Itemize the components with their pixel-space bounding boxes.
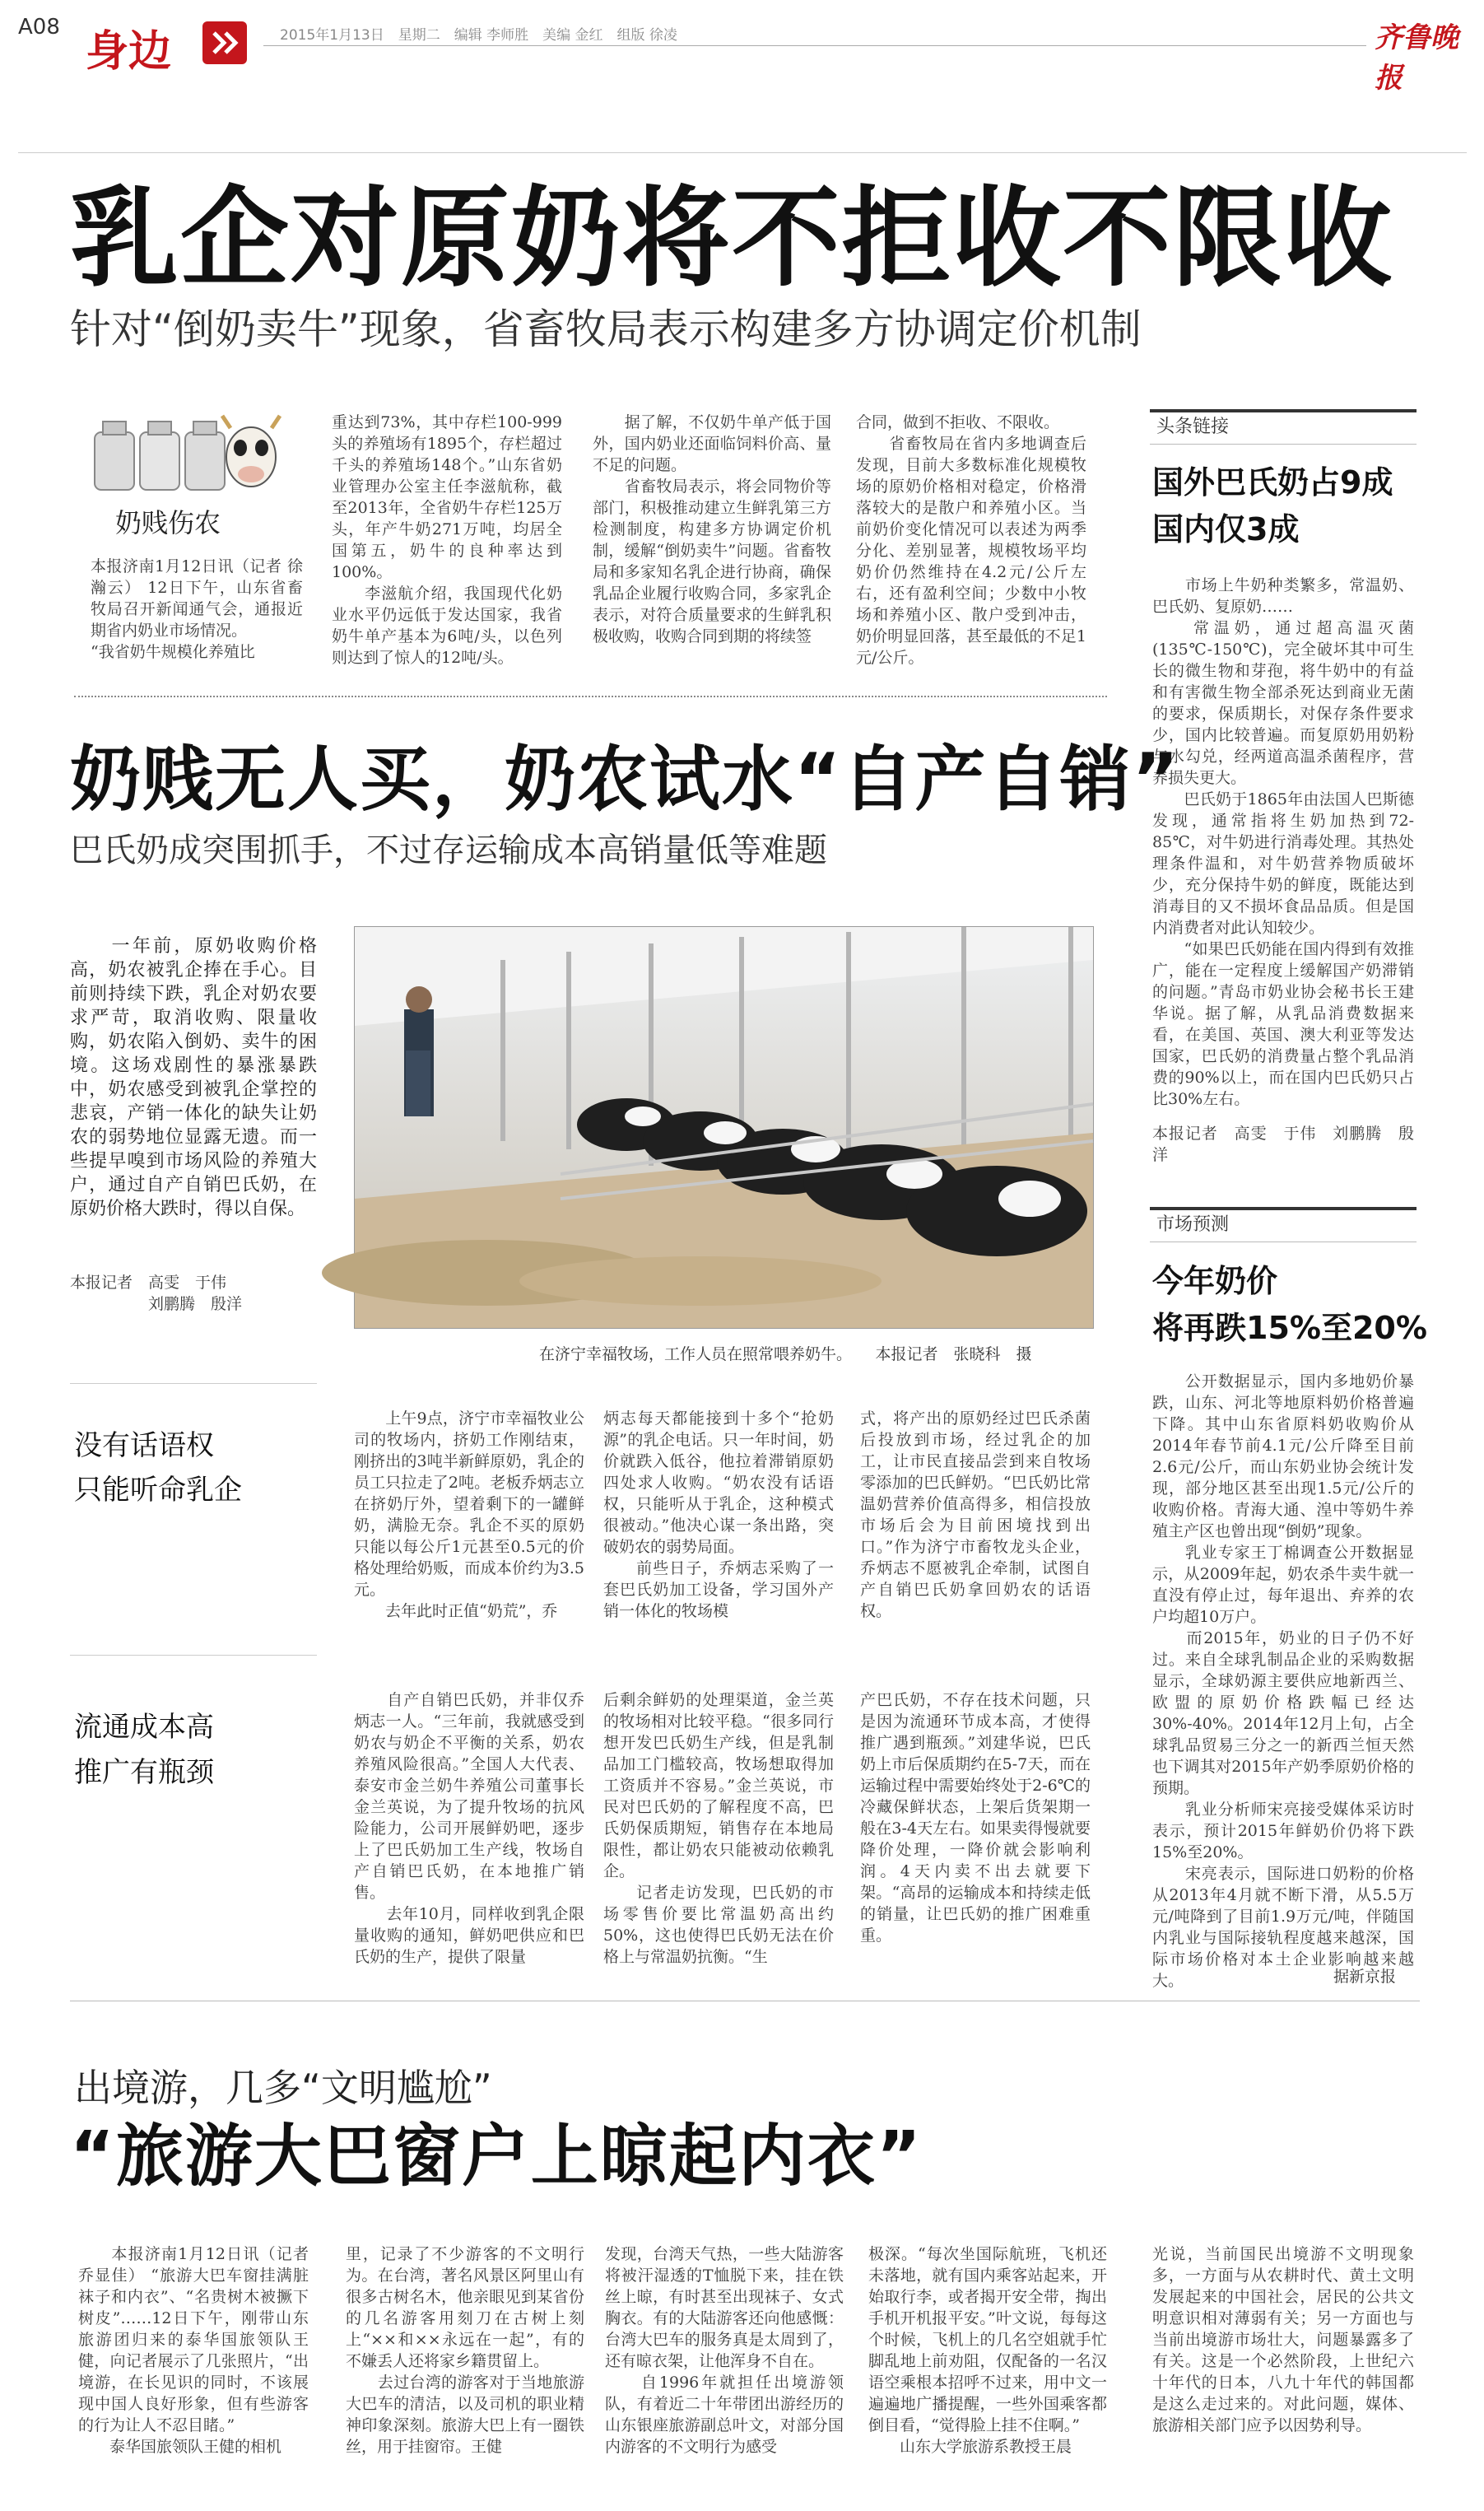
double-chevron-icon [202, 21, 247, 64]
article3-headline: “旅游大巴窗户上晾起内衣” [70, 2117, 923, 2196]
sub2-column-2: 后剩余鲜奶的处理渠道，金兰英的牧场相对比较平稳。“很多同行想开发巴氏奶生产线，但是乳制品加工门槛较高，牧场想取得加工资质并不容易。”金兰英说，市民对巴氏奶的了解程度不高，巴氏奶保质期短，销售存在本地局限性，都让奶农只能被动依赖乳企。 记者走访发现，巴氏奶的市场零售价要比常温奶高出约50%，这也使得巴氏奶无法在价格上与常温奶抗衡。“生 [603, 1691, 834, 1966]
newspaper-logo: 齐鲁晚报 [1375, 21, 1458, 95]
sidebar2-title-line1: 今年奶价 [1152, 1263, 1278, 1299]
section-badge [81, 10, 250, 77]
sub2-title-line1: 流通成本高 [74, 1711, 214, 1744]
header-bottom-rule [18, 152, 1467, 153]
article1-column-2: 重达到73%，其中存栏100-999头的养殖场有1895个，存栏超过千头的养殖场148个。”山东省奶业管理办公室主任李滋航称，截至2013年，全省奶牛存栏125万头，年产牛奶271万吨，均居全国第五，奶牛的良种率达到100%。 李滋航介绍，我国现代化奶业水平仍远低于发达国家，我省奶牛单产基本为6吨/头，以色列则达到了惊人的12吨/头。 [332, 413, 562, 667]
sidebar1-body: 市场上牛奶种类繁多，常温奶、巴氏奶、复原奶…… 常温奶，通过超高温灭菌(135℃-150℃)，完全破坏其中可生长的微生物和芽孢，将牛奶中的有益和有害微生物全部杀死达到商业无菌的要求，保质期长，对保存条件要求少，国内比较普遍。而复原奶用奶粉与水勾兑，经两道高温杀菌程序，营养损失更大。 巴氏奶于1865年由法国人巴斯德发现，通常指将生奶加热到72-85℃，对牛奶进行消毒处理。其热处理条件温和，对牛奶营养物质破坏少，充分保持牛奶的鲜度，既能达到消毒目的又不损坏食品品质。但是国内消费者对此认知较少。 “如果巴氏奶能在国内得到有效推广，能在一定程度上缓解国产奶滞销的问题。”青岛市奶业协会秘书长王建华说。据了解，从乳品消费数据来看，在美国、英国、澳大利亚等发达国家，巴氏奶的消费量占整个乳品消费的90%以上，而在国内巴氏奶只占比30%左右。 [1152, 576, 1414, 1108]
sub1-title-line1: 没有话语权 [74, 1429, 214, 1462]
article1-column-4: 合同，做到不拒收、不限收。 省畜牧局在省内多地调查后发现，目前大多数标准化规模牧场的原奶价格相对稳定，价格滑落较大的是散户和养殖小区。当前奶价变化情况可以表述为两季分化、差别显著，规模牧场平均奶价仍然维持在4.2元/公斤左右，还有盈利空间；少数中小牧场和养殖小区、散户受到冲击，奶价明显回落，甚至最低的不足1元/公斤。 [856, 413, 1086, 667]
sub1-title-line2: 只能听命乳企 [74, 1474, 242, 1507]
sidebar2-tag: 市场预测 [1156, 1214, 1230, 1235]
article3-column-5: 光说，当前国民出境游不文明现象多，一方面与从农耕时代、黄土文明发展起来的中国社会，居民的公共文明意识相对薄弱有关；另一方面也与当前出境游市场壮大，问题暴露多了有关。这是一个必然阶段，上世纪六十年代的日本，八九十年代的韩国都是这么走过来的。对此问题，媒体、旅游相关部门应予以因势利导。 [1152, 2245, 1414, 2434]
article2-lead: 一年前，原奶收购价格高，奶农被乳企捧在手心。目前则持续下跌，乳企对奶农要求严苛，取消收购、限量收购，奶农陷入倒奶、卖牛的困境。这场戏剧性的暴涨暴跌中，奶农感受到被乳企掌控的悲哀，产销一体化的缺失让奶农的弱势地位显露无遗。而一些提早嗅到市场风险的养殖大户，通过自产自销巴氏奶，在原奶价格大跌时，得以自保。 [70, 936, 317, 1219]
sidebar1-credit: 本报记者 高雯 于伟 刘鹏腾 殷洋 [1152, 1125, 1414, 1164]
sub2-title-line2: 推广有瓶颈 [74, 1756, 214, 1789]
sub1-column-2: 炳志每天都能接到十多个“抢奶源”的乳企电话。只一年时间，奶价就跌入低谷，他拉着滞销原奶四处求人收购。“奶农没有话语权，只能听从于乳企，这种模式很被动。”他决心谋一条出路，突破奶农的弱势局面。 前些日子，乔炳志采购了一套巴氏奶加工设备，学习国外产销一体化的牧场模 [603, 1409, 834, 1620]
sub2-column-1: 自产自销巴氏奶，并非仅乔炳志一人。“三年前，我就感受到奶农与奶企不平衡的关系，奶农养殖风险很高。”全国人大代表、泰安市金兰奶牛养殖公司董事长金兰英说，为了提升牧场的抗风险能力，公司开展鲜奶吧，逐步上了巴氏奶加工生产线，牧场自产自销巴氏奶，在本地推广销售。 去年10月，同样收到乳企限量收购的通知，鲜奶吧供应和巴氏奶的生产，提供了限量 [354, 1691, 584, 1966]
issue-meta: 2015年1月13日 星期二 编辑 李师胜 美编 金红 组版 徐凌 [280, 27, 677, 44]
header-rule [263, 45, 1366, 46]
sidebar1-header [1150, 409, 1417, 445]
sidebar1-title-line2: 国内仅3成 [1152, 511, 1300, 547]
article3-column-1: 本报济南1月12日讯（记者 乔显佳） “旅游大巴车窗挂满脏袜子和内衣”、“名贵树木被撅下树皮”……12日下午，刚带山东旅游团归来的泰华国旅领队王健，向记者展示了几张照片，“出境游，在长见识的同时，不该展现中国人良好形象，但有些游客的行为让人不忍目睹。” 泰华国旅领队王健的相机 [78, 2245, 309, 2456]
article2-subhead: 巴氏奶成突围抓手，不过存运输成本高销量低等难题 [70, 832, 827, 869]
article1-headline: 乳企对原奶将不拒收不限收 [70, 175, 1393, 302]
article1-column-1: 本报济南1月12日讯（记者 徐瀚云） 12日下午，山东省畜牧局召开新闻通气会，通报近期省内奶业市场情况。 “我省奶牛规模化养殖比 [91, 557, 303, 661]
article3-column-4: 极深。“每次坐国际航班，飞机还未落地，就有国内乘客站起来，开始取行李，或者揭开安全带，掏出手机开机报平安。”叶文说，每每这个时候，飞机上的几名空姐就手忙脚乱地上前劝阻，仅配备的一名汉语空乘根本招呼不过来，用中文一遍遍地广播提醒，一些外国乘客都倒目看，“觉得脸上挂不住啊。” 山东大学旅游系教授王晨 [868, 2245, 1107, 2456]
sidebar2-credit: 据新京报 [1333, 1968, 1397, 1986]
sidebar2-header [1150, 1207, 1417, 1242]
article3-column-2: 里，记录了不少游客的不文明行为。在台湾，著名风景区阿里山有很多古树名木，他亲眼见到某省份的几名游客用刻刀在古树上刻上“××和××永远在一起”，有的不嫌丢人还将家乡籍贯留上。 去过台湾的游客对于当地旅游大巴车的清洁，以及司机的职业精神印象深刻。旅游大巴上有一圈铁丝，用于挂窗帘。王健 [346, 2245, 584, 2456]
article1-subhead: 针对“倒奶卖牛”现象，省畜牧局表示构建多方协调定价机制 [70, 305, 1142, 353]
photo-caption: 在济宁幸福牧场，工作人员在照常喂养奶牛。 本报记者 张晓科 摄 [539, 1345, 1032, 1363]
article1-icon-caption: 奶贱伤农 [115, 507, 221, 538]
divider-dotted [74, 696, 1107, 697]
sidebar1-tag: 头条链接 [1156, 417, 1230, 437]
article2-lead-credit: 本报记者 高雯 于伟 刘鹏腾 殷洋 [70, 1274, 243, 1313]
sidebar1-title-line1: 国外巴氏奶占9成 [1152, 464, 1393, 501]
sub1-column-1: 上午9点，济宁市幸福牧业公司的牧场内，挤奶工作刚结束，刚挤出的3吨半新鲜原奶，乳企的员工只拉走了2吨。老板乔炳志立在挤奶厅外，望着剩下的一罐鲜奶，满脸无奈。乳企不买的原奶只能以每公斤1元甚至0.5元的价格处理给奶贩，而成本价约为3.5元。 去年此时正值“奶荒”，乔 [354, 1409, 584, 1620]
section-title: 身边 [86, 27, 172, 77]
divider [70, 1383, 317, 1384]
article1-column-3: 据了解，不仅奶牛单产低于国外，国内奶业还面临饲料价高、量不足的问题。 省畜牧局表示，将会同物价等部门，积极推动建立生鲜乳第三方检测制度，构建多方协调定价机制，缓解“倒奶卖牛”问题。省畜牧局和多家知名乳企进行协商，确保乳品企业履行收购合同，多家乳企表示，对符合质量要求的生鲜乳积极收购，收购合同到期的将续签 [593, 413, 831, 645]
milk-cow-icon [82, 412, 280, 502]
sub2-column-3: 产巴氏奶，不存在技术问题，只是因为流通环节成本高，才使得推广遇到瓶颈。”刘建华说，巴氏奶上市后保质期约在5-7天，而在运输过程中需要始终处于2-6℃的冷藏保鲜状态，上架后货架期一般在3-4天左右。如果卖得慢就要降价处理，一降价就会影响利润。4天内卖不出去就要下架。“高昂的运输成本和持续走低的销量，让巴氏奶的推广困难重重。 [860, 1691, 1091, 1945]
article3-column-3: 发现，台湾天气热，一些大陆游客将被汗湿透的T恤脱下来，挂在铁丝上晾，有时甚至出现袜子、女式胸衣。有的大陆游客还向他感慨：台湾大巴车的服务真是太周到了，还有晾衣架，让他浑身不自在。 自1996年就担任出境游领队，有着近二十年带团出游经历的山东银座旅游副总叶文，对部分国内游客的不文明行为感受 [605, 2245, 844, 2456]
article2-headline: 奶贱无人买，奶农试水“自产自销” [70, 738, 1181, 821]
sidebar2-body: 公开数据显示，国内多地奶价暴跌，山东、河北等地原料奶价格普遍下降。其中山东省原料奶收购价从2014年春节前4.1元/公斤降至目前2.6元/公斤，而山东奶业协会统计发现，部分地区甚至出现1.5元/公斤的收购价格。青海大通、湟中等奶牛养殖主产区也曾出现“倒奶”现象。 乳业专家王丁棉调查公开数据显示，从2009年起，奶农杀牛卖牛就一直没有停止过，每年退出、弃养的农户均超10万户。 而2015年，奶业的日子仍不好过。来自全球乳制品企业的采购数据显示，全球奶源主要供应地新西兰、欧盟的原奶价格跌幅已经达30%-40%。2014年12月上旬，占全球乳品贸易三分之一的新西兰恒天然也下调其对2015年产奶季原奶价格的预期。 乳业分析师宋亮接受媒体采访时表示，预计2015年鲜奶价仍将下跌15%至20%。 宋亮表示，国际进口奶粉的价格从2013年4月就不断下滑，从5.5万元/吨降到了目前1.9万元/吨，伴随国内乳业与国际接轨程度越来越深，国际市场价格对本土企业影响越来越大。 [1152, 1372, 1414, 1990]
page-number: A08 [18, 15, 60, 40]
dairy-barn-photo [354, 926, 1094, 1329]
sidebar2-title-line2: 将再跌15%至20% [1152, 1310, 1427, 1346]
sub1-column-3: 式，将产出的原奶经过巴氏杀菌后投放到市场，经过乳企的加工，让市民直接品尝到来自牧场零添加的巴氏鲜奶。“巴氏奶比常温奶营养价值高得多，相信投放市场后会为目前困境找到出口。”作为济宁市畜牧龙头企业，乔炳志不愿被乳企牵制，试图自产自销巴氏奶拿回奶农的话语权。 [860, 1409, 1091, 1620]
article3-kicker: 出境游，几多“文明尴尬” [74, 2066, 492, 2110]
divider [70, 1655, 317, 1656]
